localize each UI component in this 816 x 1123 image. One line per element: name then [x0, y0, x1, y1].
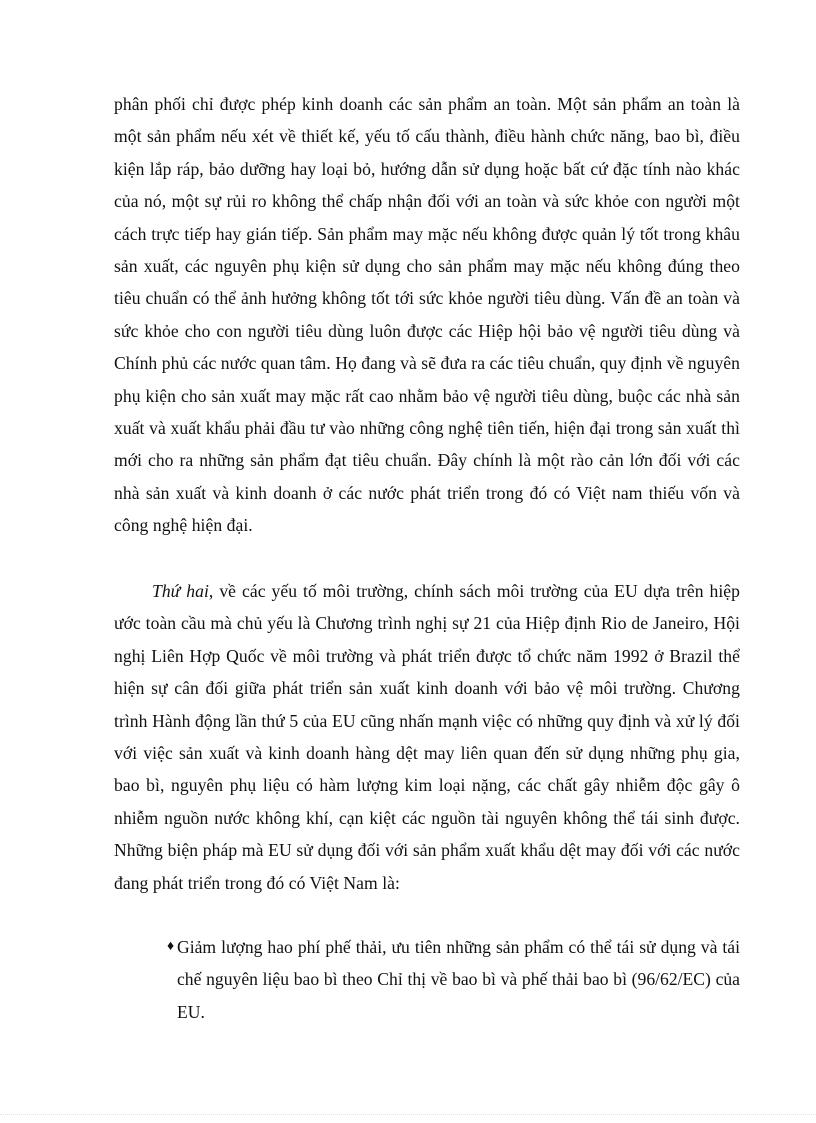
- bullet-text: Giảm lượng hao phí phế thải, ưu tiên những sản phẩm có thể tái sử dụng và tái chế nguyên liệu bao bì theo Chỉ thị về bao bì và phế thải bao bì (96/62/EC) của EU.: [177, 937, 740, 1022]
- page-bottom-edge: [0, 1114, 816, 1115]
- paragraph-environment: [114, 575, 740, 899]
- paragraph-lead-italic: Thứ hai: [152, 581, 209, 601]
- list-item: [114, 931, 740, 1028]
- diamond-bullet-icon: ♦: [167, 939, 175, 954]
- paragraph-body: , về các yếu tố môi trường, chính sách môi trường của EU dựa trên hiệp ước toàn cầu mà chủ yếu là Chương trình nghị sự 21 của Hiệp định Rio de Janeiro, Hội nghị Liên Hợp Quốc về môi trường và phát triển được tổ chức năm 1992 ở Brazil thể hiện sự cân đối giữa phát triển sản xuất kinh doanh với bảo vệ môi trường. Chương trình Hành động lần thứ 5 của EU cũng nhấn mạnh việc có những quy định và xử lý đối với việc sản xuất và kinh doanh hàng dệt may liên quan đến sử dụng những phụ gia, bao bì, nguyên phụ liệu có hàm lượng kim loại nặng, các chất gây nhiễm độc gây ô nhiễm nguồn nước không khí, cạn kiệt các nguồn tài nguyên không thể tái sinh được. Những biện pháp mà EU sử dụng đối với sản phẩm xuất khẩu dệt may đối với các nước đang phát triển trong đó có Việt Nam là:: [114, 581, 740, 893]
- bullet-list: [114, 931, 740, 1028]
- paragraph-consumer-safety: phân phối chỉ được phép kinh doanh các sản phẩm an toàn. Một sản phẩm an toàn là một sản phẩm nếu xét về thiết kế, yếu tố cấu thành, điều hành chức năng, bao bì, điều kiện lắp ráp, bảo dưỡng hay loại bỏ, hướng dẫn sử dụng hoặc bất cứ đặc tính nào khác của nó, một sự rủi ro không thể chấp nhận đối với an toàn và sức khỏe con người một cách trực tiếp hay gián tiếp. Sản phẩm may mặc nếu không được quản lý tốt trong khâu sản xuất, các nguyên phụ kiện sử dụng cho sản phẩm may mặc nếu không đúng theo tiêu chuẩn có thể ảnh hưởng không tốt tới sức khỏe người tiêu dùng. Vấn đề an toàn và sức khỏe cho con người tiêu dùng luôn được các Hiệp hội bảo vệ người tiêu dùng và Chính phủ các nước quan tâm. Họ đang và sẽ đưa ra các tiêu chuẩn, quy định về nguyên phụ kiện cho sản xuất may mặc rất cao nhằm bảo vệ người tiêu dùng, buộc các nhà sản xuất và xuất khẩu phải đầu tư vào những công nghệ tiên tiến, hiện đại trong sản xuất thì mới cho ra những sản phẩm đạt tiêu chuẩn. Đây chính là một rào cản lớn đối với các nhà sản xuất và kinh doanh ở các nước phát triển trong đó có Việt nam thiếu vốn và công nghệ hiện đại.: [114, 94, 740, 536]
